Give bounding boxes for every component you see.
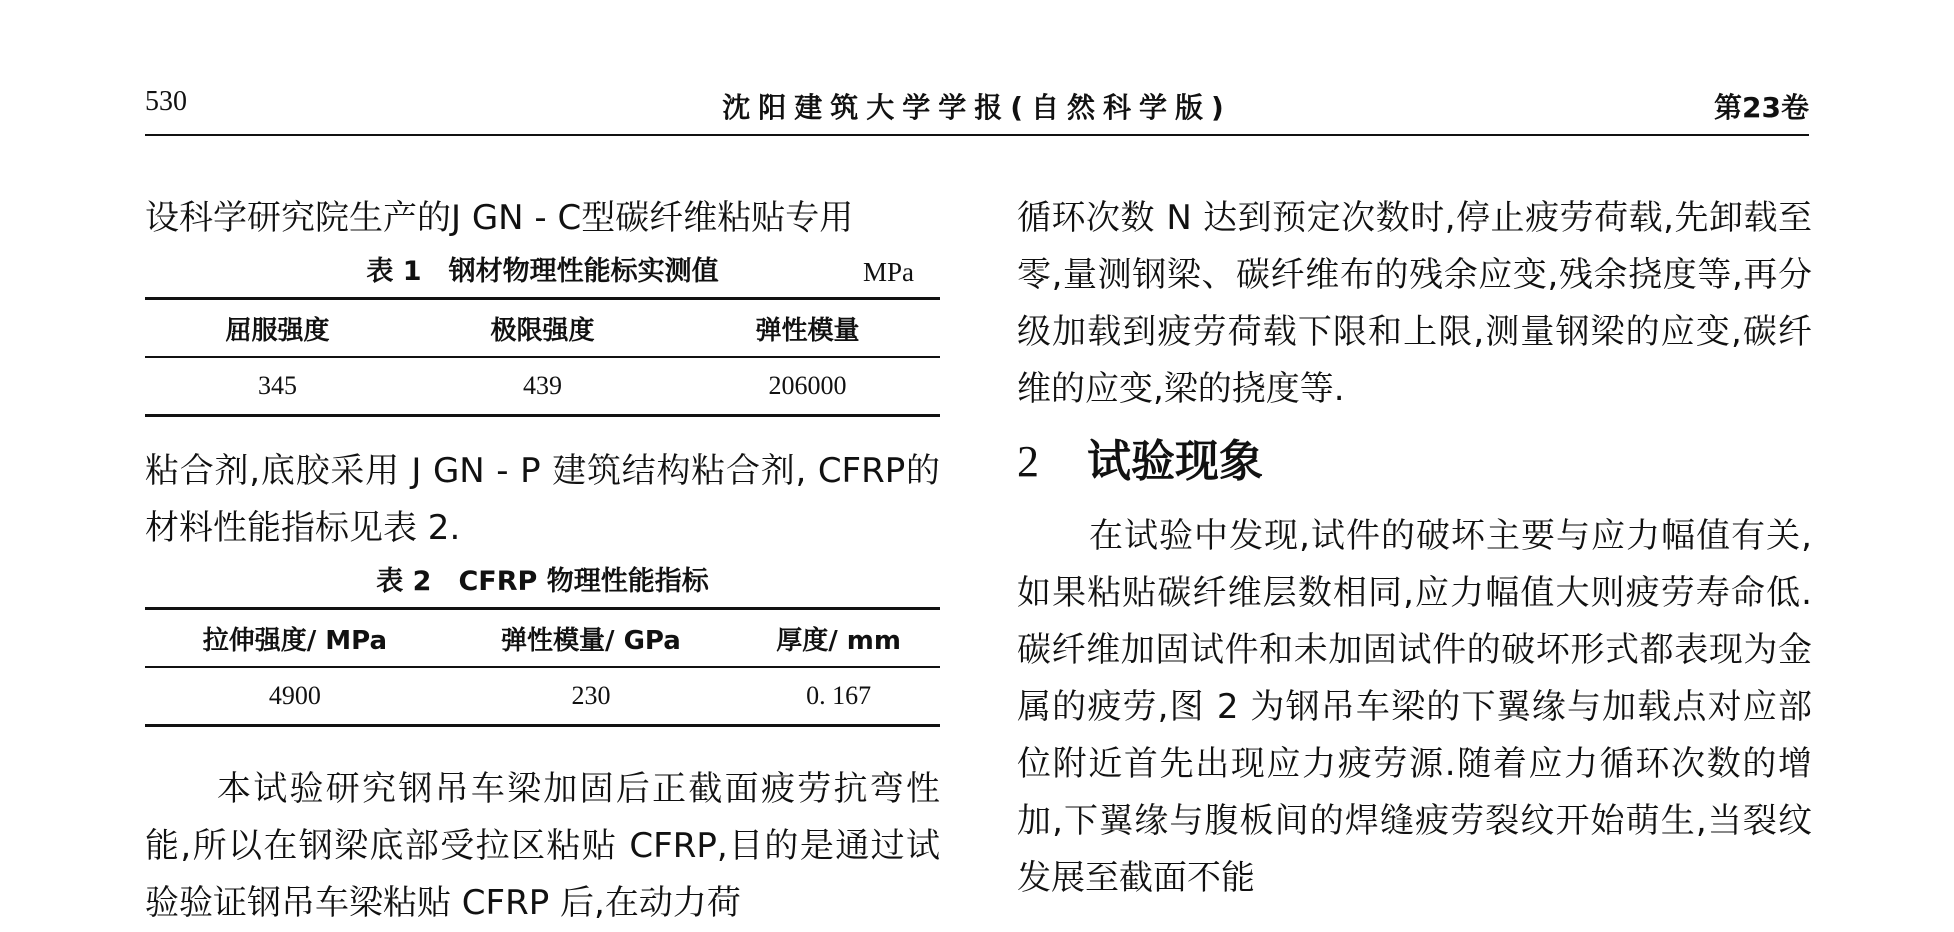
table-cell: 230 (571, 681, 611, 710)
paragraph-loading: 循环次数 N 达到预定次数时,停止疲劳荷载,先卸载至零,量测钢梁、碳纤维布的残余应变,残余挠度等,再分级加载到疲劳荷载下限和上限,测量钢梁的应变,碳纤维的应变,梁的挠度等. (1017, 198, 1812, 409)
table-header-cell: 拉伸强度/ MPa (202, 625, 388, 656)
paragraph-continued: 设科学研究院生产的J GN - C型碳纤维粘贴专用 (145, 198, 854, 238)
table-row (145, 667, 940, 726)
table-header-cell: 弹性模量 (755, 315, 860, 346)
section-number: 2 (1017, 437, 1039, 486)
left-column (145, 190, 940, 932)
journal-title: 沈阳建筑大学学报(自然科学版) (722, 91, 1232, 124)
section-title: 试验现象 (1087, 436, 1263, 487)
paragraph-method: 本试验研究钢吊车梁加固后正截面疲劳抗弯性能,所以在钢梁底部受拉区粘贴 CFRP,目的是通过试验验证钢吊车梁粘贴 CFRP 后,在动力荷 (145, 769, 940, 923)
table-cell: 4900 (268, 681, 321, 710)
volume-label: 第23卷 (1714, 91, 1809, 124)
section-heading (1017, 432, 1812, 492)
table-header-row (145, 609, 940, 668)
table2 (145, 607, 940, 727)
page-number: 530 (145, 86, 187, 117)
paragraph-phenomena: 在试验中发现,试件的破坏主要与应力幅值有关,如果粘贴碳纤维层数相同,应力幅值大则疲劳寿命低.碳纤维加固试件和未加固试件的破坏形式都表现为金属的疲劳,图 2 为钢吊车梁的下翼缘与加载点对应部位附近首先出现应力疲劳源.随着应力循环次数的增加,下翼缘与腹板间的焊缝疲劳裂纹开始萌生,当裂纹发展至截面不能 (1017, 516, 1812, 898)
table-cell: 345 (258, 371, 297, 400)
table1 (145, 297, 940, 417)
table-cell: 0. 167 (806, 681, 872, 710)
table1-caption: 表 1 钢材物理性能标实测值 (366, 256, 719, 287)
table-header-cell: 极限强度 (490, 315, 595, 346)
table-header-cell: 弹性模量/ GPa (501, 625, 681, 656)
table1-unit: MPa (862, 257, 914, 287)
table-cell: 206000 (768, 371, 847, 400)
table2-caption: 表 2 CFRP 物理性能指标 (376, 566, 709, 597)
table-header-cell: 厚度/ mm (776, 625, 901, 656)
right-column (1017, 190, 1812, 907)
table1-caption-row (145, 247, 940, 297)
table-header-cell: 屈服强度 (225, 315, 330, 346)
table-header-row (145, 299, 940, 358)
paragraph-adhesive: 粘合剂,底胶采用 J GN - P 建筑结构粘合剂, CFRP的材料性能指标见表 2. (145, 451, 940, 548)
table-row (145, 357, 940, 416)
table2-caption-row (145, 557, 940, 607)
running-header (145, 86, 1809, 136)
table-cell: 439 (523, 371, 562, 400)
